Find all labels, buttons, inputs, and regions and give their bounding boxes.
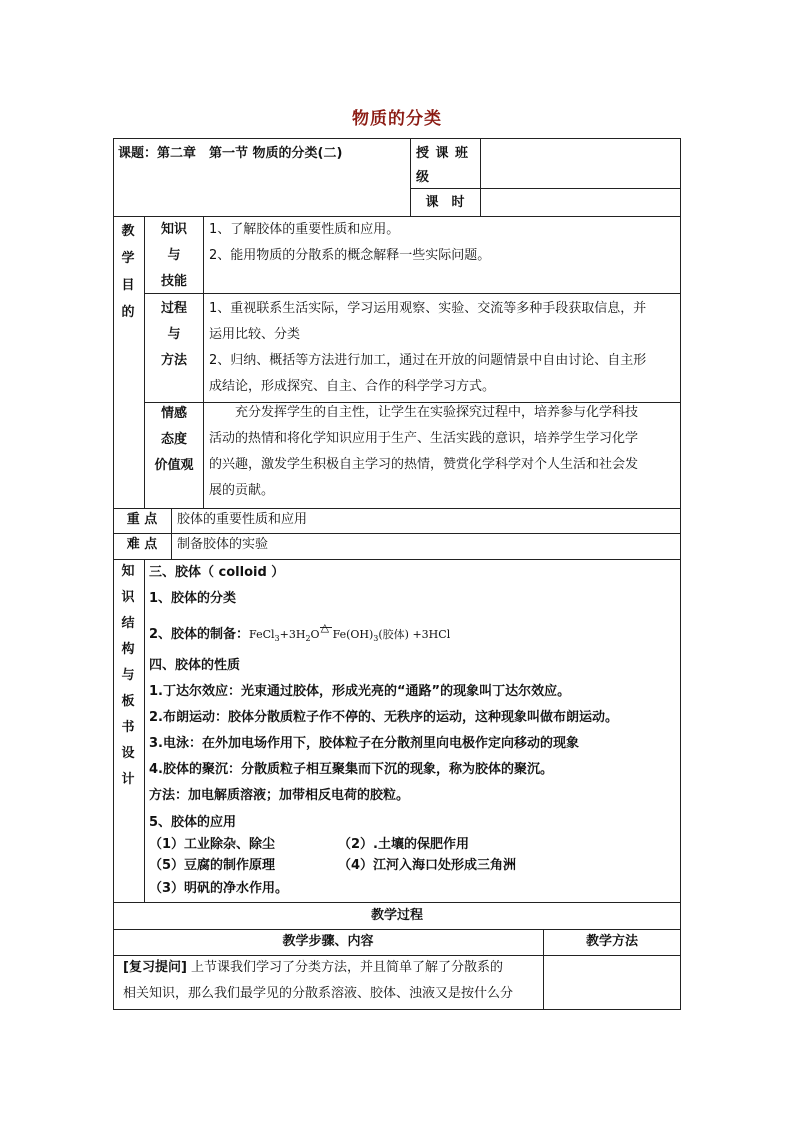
application-item: （4）江河入海口处形成三角洲 (338, 858, 517, 873)
process-line: 运用比较、分类 (209, 327, 301, 342)
table-border-left (113, 138, 114, 1010)
process-line: 成结论，形成探究、自主、合作的科学学习方式。 (209, 379, 496, 394)
heat-symbol: △ (320, 621, 330, 634)
table-rule (144, 216, 145, 509)
colloid-applications-heading: 5、胶体的应用 (149, 815, 237, 830)
hours-label: 课 时 (425, 195, 465, 210)
class-label-cont: 级 (416, 170, 430, 185)
property-item: 4.胶体的聚沉：分散质粒子相互聚集而下沉的现象，称为胶体的聚沉。 (149, 762, 553, 777)
lesson-topic: 课题：第二章 第一节 物质的分类(二) (118, 146, 343, 161)
document-title: 物质的分类 (352, 109, 442, 129)
property-item: 1.丁达尔效应：光束通过胶体，形成光亮的“通路”的现象叫丁达尔效应。 (149, 684, 571, 699)
review-line: [复习提问] 上节课我们学习了分类方法，并且简单了解了分散系的 (123, 960, 504, 975)
review-tag: [复习提问] (123, 960, 187, 975)
process-line: 1、重视联系生活实际，学习运用观察、实验、交流等多种手段获取信息，并 (209, 301, 647, 316)
table-rule (171, 508, 172, 559)
colloid-properties-heading: 四、胶体的性质 (149, 658, 241, 673)
table-rule (203, 216, 204, 509)
key-point-label: 重 点 (126, 512, 158, 527)
difficulty-text: 制备胶体的实验 (177, 537, 269, 552)
process-label: 过程 与 方法 (160, 301, 187, 368)
application-item: （1）工业除杂、除尘 (149, 837, 276, 852)
emotion-line: 活动的热情和将化学知识应用于生产、生活实践的意识，培养学生学习化学 (209, 431, 639, 446)
board-design-side-label: 知 识 结 构 与 板 书 设 计 (121, 564, 135, 787)
preparation-equation: $FeCl_3+3H_2O$ △ $Fe(OH)_3$(胶体) +3HCl (249, 628, 450, 641)
lesson-plan-table (113, 138, 681, 1010)
property-item: 2.布朗运动：胶体分散质粒子作不停的、无秩序的运动，这种现象叫做布朗运动。 (149, 710, 618, 725)
table-rule (144, 559, 145, 902)
key-point-text: 胶体的重要性质和应用 (177, 512, 308, 527)
colloid-preparation: 2、胶体的制备：$FeCl_3+3H_2O$ △ $Fe(OH)_3$(胶体) +3HCl (149, 622, 450, 652)
method-column-header: 教学方法 (585, 934, 638, 949)
table-rule (480, 138, 481, 216)
steps-column-header: 教学步骤、内容 (282, 934, 374, 949)
knowledge-label: 知识 与 技能 (160, 222, 187, 289)
emotion-line: 的兴趣，激发学生积极自主学习的热情，赞赏化学科学对个人生活和社会发 (209, 457, 639, 472)
review-line: 相关知识，那么我们最学见的分散系溶液、胶体、浊液又是按什么分 (123, 986, 514, 1001)
table-rule (410, 188, 681, 189)
objectives-side-label: 教 学 目 的 (121, 224, 135, 320)
colloid-classification: 1、胶体的分类 (149, 591, 237, 606)
class-label: 授 课 班 (416, 146, 470, 161)
table-border-bottom (113, 1009, 681, 1010)
property-item: 方法：加电解质溶液；加带相反电荷的胶粒。 (149, 788, 410, 803)
table-border-top (113, 138, 681, 139)
property-item: 3.电泳：在外加电场作用下，胶体粒子在分散剂里向电极作定向移动的现象 (149, 736, 579, 751)
difficulty-label: 难 点 (126, 537, 158, 552)
emotion-label: 情感 态度 价值观 (154, 406, 194, 473)
process-line: 2、归纳、概括等方法进行加工，通过在开放的问题情景中自由讨论、自主形 (209, 353, 647, 368)
table-rule (144, 293, 681, 294)
application-item: （5）豆腐的制作原理 (149, 858, 276, 873)
emotion-line: 充分发挥学生的自主性，让学生在实验探究过程中，培养参与化学科技 (209, 405, 639, 420)
application-item: （2）.土壤的保肥作用 (338, 837, 469, 852)
table-border-right (680, 138, 681, 1010)
application-item: （3）明矾的净水作用。 (149, 881, 289, 896)
colloid-heading: 三、胶体（ colloid ） (149, 565, 285, 580)
emotion-line: 展的贡献。 (209, 483, 275, 498)
knowledge-line: 1、了解胶体的重要性质和应用。 (209, 222, 400, 237)
knowledge-line: 2、能用物质的分散系的概念解释一些实际问题。 (209, 248, 491, 263)
teaching-process-heading: 教学过程 (370, 908, 423, 923)
